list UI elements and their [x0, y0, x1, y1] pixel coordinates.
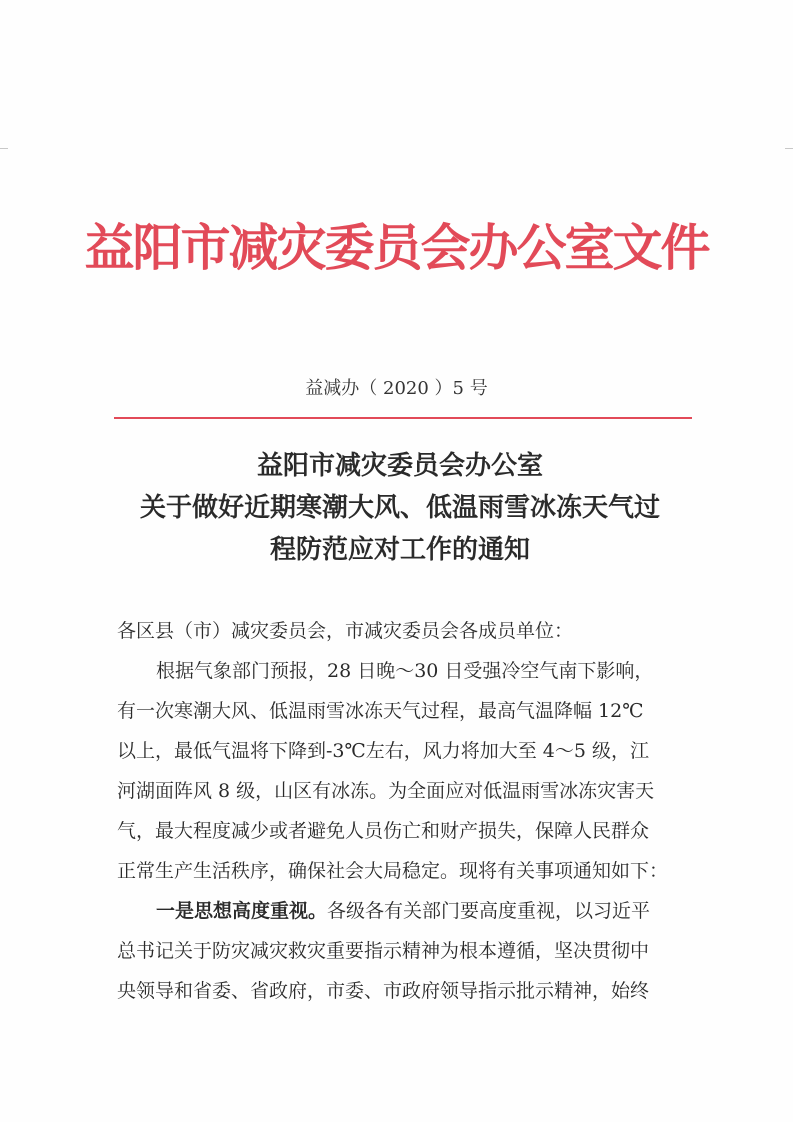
notice-body	[117, 611, 697, 1011]
paragraph-1-line: 以上，最低气温将下降到-3℃左右，风力将加大至 4～5 级，江	[117, 740, 650, 762]
salutation: 各区县（市）减灾委员会，市减灾委员会各成员单位：	[117, 620, 574, 642]
issuing-org-title: 益阳市减灾委员会办公室文件	[84, 218, 709, 277]
paragraph-1-line: 有一次寒潮大风、低温雨雪冰冻天气过程，最高气温降幅 12℃	[117, 700, 644, 722]
red-divider-line	[114, 417, 692, 419]
paragraph-2-first-line-text: 各级各有关部门要高度重视，以习近平	[327, 900, 651, 922]
margin-tick-right	[785, 148, 793, 149]
notice-title-line-1: 益阳市减灾委员会办公室	[256, 451, 543, 481]
paragraph-1-line: 河湖面阵风 8 级，山区有冰冻。为全面应对低温雨雪冰冻灾害天	[117, 780, 655, 802]
document-number: 益减办（ 2020 ）5 号	[305, 378, 488, 399]
notice-title-line-3: 程防范应对工作的通知	[269, 535, 530, 565]
paragraph-2-line: 总书记关于防灾减灾救灾重要指示精神为根本遵循，坚决贯彻中	[117, 940, 650, 962]
margin-tick-left	[0, 148, 8, 149]
paragraph-1-line: 气，最大程度减少或者避免人员伤亡和财产损失，保障人民群众	[117, 820, 650, 842]
notice-title-line-2: 关于做好近期寒潮大风、低温雨雪冰冻天气过	[139, 493, 660, 523]
paragraph-2-line: 央领导和省委、省政府，市委、市政府领导指示批示精神，始终	[117, 980, 650, 1002]
paragraph-1-line: 根据气象部门预报，28 日晚～30 日受强冷空气南下影响，	[156, 660, 654, 682]
paragraph-2-lead: 一是思想高度重视。	[156, 900, 328, 922]
notice-title	[100, 445, 700, 571]
paragraph-2-first-line	[117, 891, 697, 931]
paragraph-1-line: 正常生产生活秩序，确保社会大局稳定。现将有关事项通知如下：	[117, 860, 669, 882]
